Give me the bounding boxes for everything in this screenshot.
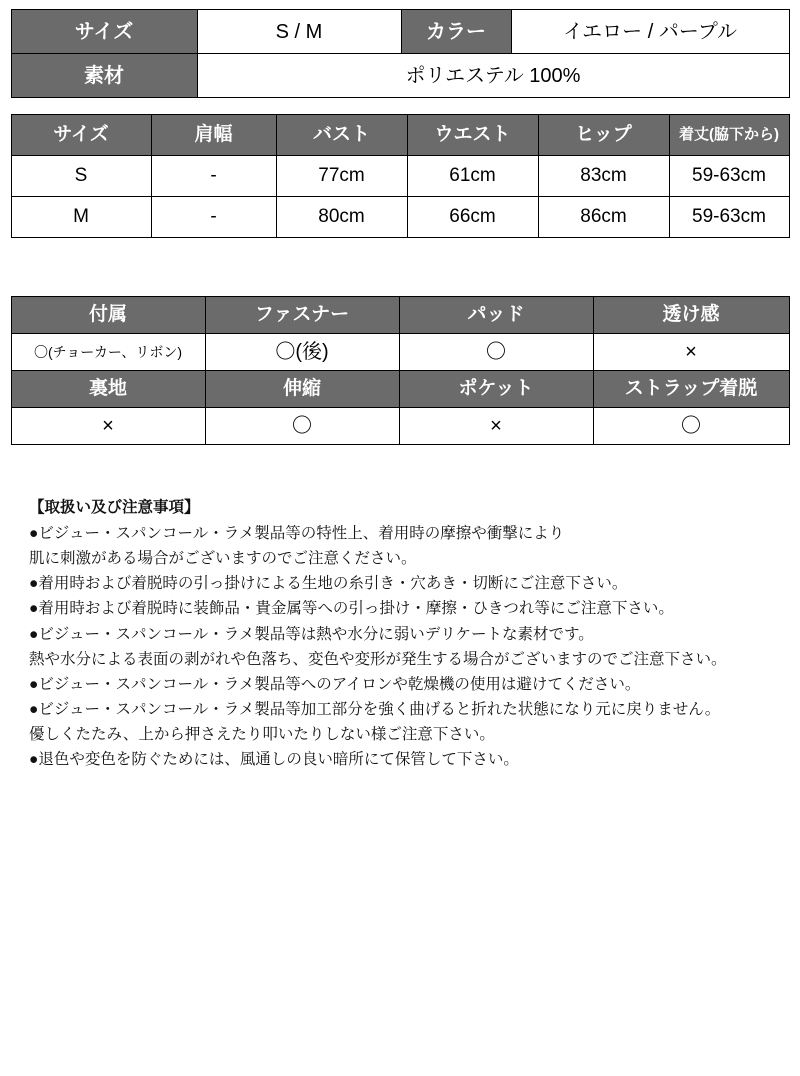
- cell-hip-m: 86cm: [538, 197, 669, 238]
- col-header-size: サイズ: [11, 115, 151, 156]
- table-row: [11, 156, 789, 197]
- col-header-strap-detach: ストラップ着脱: [593, 371, 789, 408]
- cell-waist-m: 66cm: [407, 197, 538, 238]
- table-header-row: [11, 115, 789, 156]
- care-note-line: 優しくたたみ、上から押さえたり叩いたりしない様ご注意下さい。: [29, 725, 495, 743]
- label-color: カラー: [401, 10, 511, 54]
- care-notes: [11, 495, 789, 772]
- cell-zipper: 〇(後): [205, 334, 399, 371]
- table-row: [11, 334, 789, 371]
- label-size: サイズ: [11, 10, 197, 54]
- table-header-row: [11, 297, 789, 334]
- care-note-line: ●退色や変色を防ぐためには、風通しの良い暗所にて保管して下さい。: [29, 751, 519, 769]
- col-header-pocket: ポケット: [399, 371, 593, 408]
- cell-bust-s: 77cm: [276, 156, 407, 197]
- label-material: 素材: [11, 54, 197, 98]
- col-header-lining: 裏地: [11, 371, 205, 408]
- table-row: [11, 408, 789, 445]
- cell-stretch: 〇: [205, 408, 399, 445]
- cell-strap-detach: 〇: [593, 408, 789, 445]
- cell-lining: ×: [11, 408, 205, 445]
- table-row: [11, 10, 789, 54]
- value-material: ポリエステル 100%: [197, 54, 789, 98]
- feature-table: [11, 296, 790, 445]
- basic-spec-table: [11, 9, 790, 98]
- care-note-line: ●着用時および着脱時に装飾品・貴金属等への引っ掛け・摩擦・ひきつれ等にご注意下さい。: [29, 600, 674, 618]
- cell-size-s: S: [11, 156, 151, 197]
- cell-length-m: 59-63cm: [669, 197, 789, 238]
- cell-size-m: M: [11, 197, 151, 238]
- care-note-line: 熱や水分による表面の剥がれや色落ち、変色や変形が発生する場合がございますのでご注意下さい。: [29, 650, 727, 668]
- value-color: イエロー / パープル: [511, 10, 789, 54]
- cell-length-s: 59-63cm: [669, 156, 789, 197]
- cell-sheerness: ×: [593, 334, 789, 371]
- col-header-waist: ウエスト: [407, 115, 538, 156]
- col-header-accessory: 付属: [11, 297, 205, 334]
- care-note-line: ●着用時および着脱時の引っ掛けによる生地の糸引き・穴あき・切断にご注意下さい。: [29, 575, 628, 593]
- col-header-pad: パッド: [399, 297, 593, 334]
- value-size: S / M: [197, 10, 401, 54]
- col-header-sheerness: 透け感: [593, 297, 789, 334]
- col-header-zipper: ファスナー: [205, 297, 399, 334]
- table-header-row: [11, 371, 789, 408]
- care-notes-title: 【取扱い及び注意事項】: [29, 499, 200, 516]
- cell-shoulder-m: -: [151, 197, 276, 238]
- col-header-stretch: 伸縮: [205, 371, 399, 408]
- product-spec-page: [0, 9, 800, 772]
- care-note-line: ●ビジュー・スパンコール・ラメ製品等へのアイロンや乾燥機の使用は避けてください。: [29, 675, 641, 693]
- cell-waist-s: 61cm: [407, 156, 538, 197]
- table-row: [11, 54, 789, 98]
- cell-pad: 〇: [399, 334, 593, 371]
- cell-pocket: ×: [399, 408, 593, 445]
- care-note-line: ●ビジュー・スパンコール・ラメ製品等の特性上、着用時の摩擦や衝撃により: [29, 525, 565, 543]
- col-header-hip: ヒップ: [538, 115, 669, 156]
- cell-hip-s: 83cm: [538, 156, 669, 197]
- care-note-line: ●ビジュー・スパンコール・ラメ製品等は熱や水分に弱いデリケートな素材です。: [29, 625, 594, 643]
- cell-shoulder-s: -: [151, 156, 276, 197]
- col-header-shoulder: 肩幅: [151, 115, 276, 156]
- table-row: [11, 197, 789, 238]
- col-header-bust: バスト: [276, 115, 407, 156]
- care-note-line: 肌に刺激がある場合がございますのでご注意ください。: [29, 550, 417, 568]
- care-note-line: ●ビジュー・スパンコール・ラメ製品等加工部分を強く曲げると折れた状態になり元に戻りません。: [29, 700, 721, 718]
- cell-bust-m: 80cm: [276, 197, 407, 238]
- measurement-table: [11, 114, 790, 238]
- col-header-length: 着丈(脇下から): [669, 115, 789, 156]
- cell-accessory: 〇(チョーカー、リボン): [11, 334, 205, 371]
